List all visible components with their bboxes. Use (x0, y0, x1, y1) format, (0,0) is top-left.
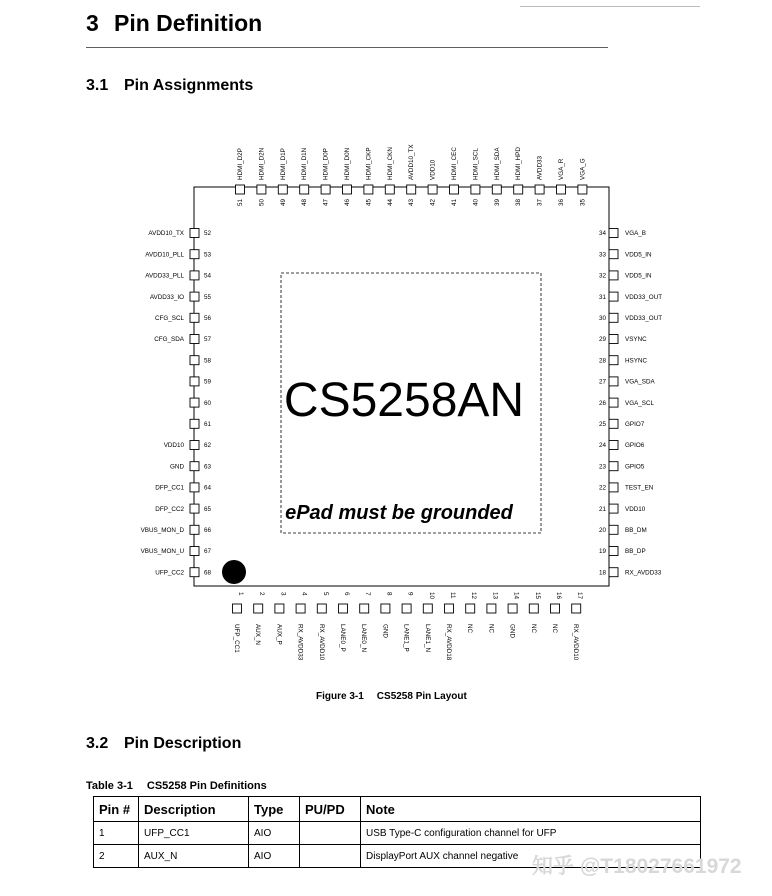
cell-type: AIO (249, 822, 300, 845)
pin-name: VDD33_OUT (625, 315, 663, 322)
pin-number: 20 (598, 527, 606, 534)
pin-pad (254, 604, 263, 613)
pin-number: 61 (204, 421, 212, 428)
pin-pad (381, 604, 390, 613)
pin-name: GPIO5 (625, 463, 645, 471)
section-number: 3 (86, 10, 99, 36)
pin-name: HDMI_D0N (344, 147, 351, 180)
pin-number: 48 (301, 199, 309, 207)
pin-pad (317, 604, 326, 613)
table-header-row (94, 797, 701, 822)
pin-pad (609, 292, 618, 301)
pin-name: AVDD10_TX (148, 230, 184, 238)
subsection-title: Pin Description (124, 735, 242, 752)
pin-pad (609, 398, 618, 407)
pin-name: VGA_SDA (625, 378, 655, 386)
pin-pad (343, 185, 352, 194)
pin-pad (609, 313, 618, 322)
pin-number: 4 (300, 592, 308, 596)
pin-name: VBUS_MON_D (140, 527, 184, 534)
pin-name: HDMI_CEC (451, 147, 458, 180)
pin-number: 5 (321, 592, 329, 596)
pin-pad (609, 271, 618, 280)
pin-number: 21 (598, 505, 606, 513)
cell-pu-pd (300, 822, 361, 845)
header-pu-pd: PU/PD (300, 797, 361, 822)
pin-pad (492, 185, 501, 194)
header-type: Type (249, 797, 300, 822)
pin-number: 1 (237, 592, 244, 596)
pin-pad (514, 185, 523, 194)
pin-name: VDD10 (429, 159, 437, 180)
pin-number: 32 (598, 272, 606, 280)
pin-number: 47 (322, 199, 330, 207)
pin-number: 30 (598, 315, 606, 322)
pin-pad (578, 185, 587, 194)
pin-number: 36 (558, 199, 565, 207)
pin-pad (423, 604, 432, 613)
pin-name: RX_AVDD18 (445, 624, 452, 661)
pin-pad (572, 604, 581, 613)
pin-pad (450, 185, 459, 194)
cell-pu-pd (300, 845, 361, 868)
pin-pad (428, 185, 437, 194)
pin-number: 9 (406, 592, 414, 596)
pin-pad (402, 604, 411, 613)
pin-name: RX_AVDD10 (572, 624, 580, 661)
pin-name: AVDD33 (536, 155, 544, 180)
pin-pad (609, 250, 618, 259)
pin-pad (190, 483, 199, 492)
pin-number: 51 (237, 199, 244, 207)
pin-name: VDD5_IN (625, 272, 652, 280)
header-pin-number: Pin # (94, 797, 139, 822)
pin-name: HDMI_D0P (322, 148, 330, 180)
pin-number: 64 (204, 484, 212, 492)
figure-caption (316, 691, 467, 702)
pin-number: 35 (579, 199, 587, 207)
pin-pad (190, 419, 199, 428)
table-label: Table 3-1 (86, 780, 133, 792)
pin-number: 26 (598, 399, 606, 407)
pin-pad (296, 604, 305, 613)
pin-number: 56 (204, 315, 212, 322)
pin-name: HDMI_D2N (258, 147, 266, 180)
pin-pad (190, 271, 199, 280)
table-caption (86, 780, 267, 792)
cell-description: UFP_CC1 (139, 822, 249, 845)
pin-name: HDMI_D1P (279, 148, 287, 180)
pin-number: 28 (598, 357, 606, 365)
pin-number: 14 (512, 592, 520, 600)
pin-number: 65 (204, 505, 212, 513)
pin-pad (557, 185, 566, 194)
pin-number: 66 (204, 527, 212, 534)
pin-name: VDD5_IN (625, 251, 652, 259)
pin-pad (321, 185, 330, 194)
pin-name: VGA_G (579, 158, 587, 180)
table-row (94, 822, 701, 845)
pin-pad (190, 377, 199, 386)
pin-number: 7 (364, 592, 372, 596)
pin-pad (609, 504, 618, 513)
pin-name: AVDD33_IO (149, 293, 184, 301)
pin-name: VGA_R (558, 158, 565, 180)
pin-number: 33 (598, 251, 606, 259)
pin-pad (190, 335, 199, 344)
pin-number: 57 (204, 336, 212, 344)
pin-number: 3 (279, 592, 287, 596)
pin-name: VSYNC (625, 336, 647, 344)
pin-number: 34 (598, 230, 606, 238)
pin-pad (609, 335, 618, 344)
pin-number: 8 (385, 592, 393, 596)
pin-pad (275, 604, 284, 613)
pin1-marker-dot (222, 560, 246, 584)
pin-pad (609, 568, 618, 577)
pin-number: 44 (386, 199, 394, 207)
cell-note: DisplayPort AUX channel negative (361, 845, 701, 868)
pin-number: 68 (204, 569, 212, 577)
pin-name: UFP_CC1 (233, 624, 240, 653)
pin-number: 62 (204, 442, 212, 450)
pin-pad (609, 483, 618, 492)
chip-name: CS5258AN (283, 374, 525, 427)
pin-pad (609, 377, 618, 386)
pin-number: 60 (204, 399, 212, 407)
pin-pad (257, 185, 266, 194)
pin-number: 50 (258, 199, 266, 207)
pin-number: 18 (598, 569, 606, 577)
pin-pad (190, 525, 199, 534)
pin-pad (471, 185, 480, 194)
pin-number: 23 (598, 463, 606, 471)
pin-name: NC (466, 624, 474, 634)
subsection-number: 3.1 (86, 77, 109, 94)
pin-pad (466, 604, 475, 613)
header-description: Description (139, 797, 249, 822)
pin-pad (364, 185, 373, 194)
pin-number: 53 (204, 251, 212, 259)
pin-pad (609, 525, 618, 534)
pin-pad (551, 604, 560, 613)
pin-pad (190, 229, 199, 238)
pin-name: NC (551, 624, 558, 634)
pin-pad (529, 604, 538, 613)
figure-text: CS5258 Pin Layout (376, 691, 467, 702)
pin-pad (609, 462, 618, 471)
header-note: Note (361, 797, 701, 822)
watermark: 知乎 @T18027661972 (532, 855, 742, 878)
pin-pad (609, 356, 618, 365)
pin-name: HDMI_HPD (515, 147, 523, 180)
pin-name: HDMI_CKP (365, 147, 373, 180)
pin-number: 16 (555, 592, 562, 600)
pin-pad (190, 568, 199, 577)
subsection-title: Pin Assignments (124, 77, 254, 94)
pin-pad (385, 185, 394, 194)
pin-pad (190, 441, 199, 450)
pin-name: VGA_B (625, 230, 646, 238)
pin-number: 49 (279, 199, 287, 207)
cell-pin-number: 1 (94, 822, 139, 845)
pin-number: 45 (365, 199, 373, 207)
pin-name: AUX_N (254, 624, 262, 645)
pin-name: LANE0_N (360, 624, 368, 653)
pin-number: 39 (493, 199, 501, 207)
pin-name: BB_DP (625, 548, 646, 556)
pin-number: 12 (470, 592, 478, 600)
pin-name: GPIO7 (625, 421, 645, 428)
pin-pad (190, 462, 199, 471)
pin-pad (190, 313, 199, 322)
section-title: Pin Definition (114, 10, 263, 36)
pin-name: HDMI_SDA (493, 147, 501, 180)
pin-number: 41 (451, 199, 458, 207)
pin-pad (300, 185, 309, 194)
pin-number: 40 (472, 199, 480, 207)
pin-pad (445, 604, 454, 613)
pin-name: VDD10 (625, 505, 646, 513)
pin-pad (535, 185, 544, 194)
pin-number: 29 (598, 336, 606, 344)
pin-name: RX_AVDD33 (296, 624, 304, 661)
pin-name: TEST_EN (625, 484, 654, 492)
pin-name: LANE1_N (423, 624, 431, 653)
pin-number: 13 (491, 592, 499, 600)
pin-name: UFP_CC2 (155, 569, 184, 577)
pin-number: 54 (204, 272, 212, 280)
pin-number: 37 (536, 199, 544, 207)
pin-name: AUX_P (275, 624, 283, 645)
pin-name: VBUS_MON_U (140, 548, 184, 556)
pin-pad (190, 292, 199, 301)
pin-pad (190, 250, 199, 259)
cell-note: USB Type-C configuration channel for UFP (361, 822, 701, 845)
pin-number: 6 (343, 592, 350, 596)
pin-number: 63 (204, 463, 212, 471)
pin-name: VDD33_OUT (625, 293, 663, 301)
pin-name: NC (487, 624, 495, 634)
pin-name: AVDD10_TX (408, 144, 416, 180)
pin-pad (360, 604, 369, 613)
table-caption-text: CS5258 Pin Definitions (146, 780, 267, 792)
figure-label: Figure 3-1 (316, 691, 364, 702)
pin-name: NC (529, 624, 537, 634)
pin-name: CFG_SCL (154, 315, 184, 322)
pin-name: GND (381, 624, 389, 638)
pin-pad (487, 604, 496, 613)
pin-name: GND (508, 624, 516, 638)
pin-pad (190, 504, 199, 513)
pin-name: BB_DM (625, 527, 647, 534)
pin-pad (407, 185, 416, 194)
pin-number: 2 (258, 592, 266, 596)
pin-number: 31 (598, 293, 606, 301)
pin-name: HDMI_CKN (386, 147, 394, 180)
pin-pad (508, 604, 517, 613)
pin-pad (609, 229, 618, 238)
pin-number: 55 (204, 293, 212, 301)
pin-pad (190, 398, 199, 407)
pin-number: 67 (204, 548, 212, 556)
pin-name: DFP_CC1 (155, 484, 184, 492)
pin-number: 43 (408, 199, 416, 207)
pin-number: 27 (598, 378, 606, 386)
pin-pad (233, 604, 242, 613)
pin-pad (236, 185, 245, 194)
pin-name: CFG_SDA (154, 336, 184, 344)
pin-name: DFP_CC2 (155, 505, 184, 513)
pin-number: 46 (344, 199, 351, 207)
pin-pad (190, 356, 199, 365)
pin-number: 25 (598, 421, 606, 428)
pin-pad (339, 604, 348, 613)
pin-number: 42 (429, 199, 437, 207)
pin-name: HDMI_D1N (301, 147, 309, 180)
pin-number: 10 (427, 592, 435, 600)
pin-pad (609, 547, 618, 556)
pin-name: HDMI_SCL (472, 148, 480, 180)
pin-number: 58 (204, 357, 212, 365)
pin-name: LANE1_P (402, 624, 410, 652)
pin-name: GPIO6 (625, 442, 645, 450)
pin-number: 38 (515, 199, 523, 207)
pin-name: HDMI_D2P (237, 148, 244, 180)
pin-name: LANE0_P (339, 624, 346, 652)
pin-number: 15 (533, 592, 541, 600)
cell-description: AUX_N (139, 845, 249, 868)
pin-name: RX_AVDD10 (317, 624, 325, 661)
pin-number: 52 (204, 230, 212, 238)
pin-name: AVDD33_PLL (145, 272, 184, 280)
pin-number: 11 (449, 592, 456, 599)
epad-note: ePad must be grounded (285, 502, 513, 524)
pin-number: 59 (204, 378, 212, 386)
pin-name: VGA_SCL (625, 399, 655, 407)
pin-pad (190, 547, 199, 556)
subsection-heading-description (86, 735, 241, 753)
pin-number: 24 (598, 442, 606, 450)
pin-name: HSYNC (625, 357, 648, 365)
pin-name: RX_AVDD33 (625, 569, 662, 577)
pin-name: VDD10 (163, 442, 184, 450)
pin-name: GND (170, 463, 184, 471)
cell-pin-number: 2 (94, 845, 139, 868)
pin-number: 19 (598, 548, 606, 556)
pin-name: AVDD10_PLL (145, 251, 184, 259)
pin-number: 17 (576, 592, 584, 600)
subsection-number: 3.2 (86, 735, 109, 752)
cell-type: AIO (249, 845, 300, 868)
pin-pad (278, 185, 287, 194)
pin-number: 22 (598, 484, 606, 492)
pin-pad (609, 419, 618, 428)
pin-pad (609, 441, 618, 450)
